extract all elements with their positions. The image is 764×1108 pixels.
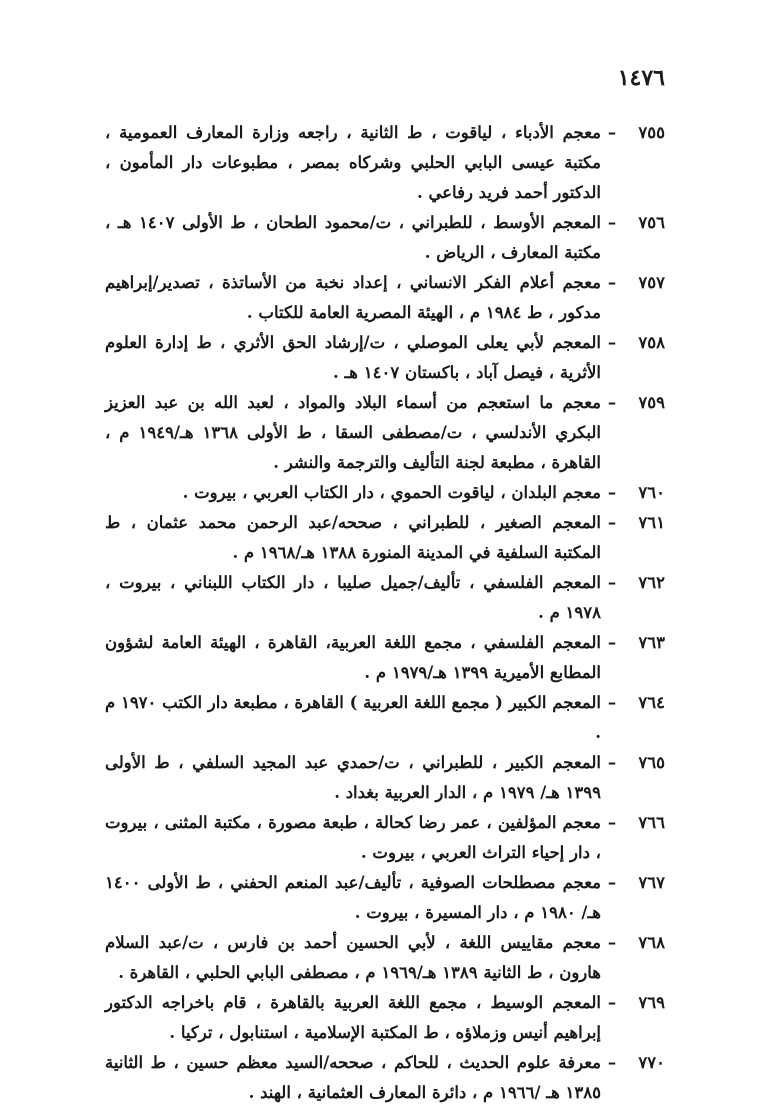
entry-text: معجم المؤلفين ، عمر رضا كحالة ، طبعة مصورة ، مكتبة المثنى ، بيروت ، دار إحياء التراث العربي ، بيروت . (105, 813, 601, 862)
entry-text: معجم البلدان ، لياقوت الحموي ، دار الكتاب العربي ، بيروت . (182, 483, 601, 502)
entry-dash: – (607, 273, 617, 292)
entry-text: معجم الأدباء ، لياقوت ، ط الثانية ، راجعه وزارة المعارف العمومية ، مكتبة عيسى البابي الحلبي وشركاه بمصر ، مطبوعات دار المأمون ، الدكتور أحمد فريد رفاعي . (105, 123, 601, 202)
entry-number: ٧٦١ (638, 513, 665, 532)
entry-number: ٧٦٣ (638, 633, 665, 652)
bibliography-entry (105, 988, 665, 1048)
entry-number: ٧٦٢ (638, 573, 665, 592)
entry-dash: – (607, 333, 617, 352)
entry-dash: – (607, 693, 617, 712)
entry-number: ٧٥٨ (638, 333, 665, 352)
bibliography-entry (105, 388, 665, 478)
entry-dash: – (607, 873, 617, 892)
bibliography-entry (105, 868, 665, 928)
entry-dash: – (607, 633, 617, 652)
bibliography-entry (105, 268, 665, 328)
entry-number: ٧٦٤ (638, 693, 665, 712)
entry-text: معجم أعلام الفكر الانساني ، إعداد نخبة من الأساتذة ، تصدير/إبراهيم مدكور ، ط ١٩٨٤ م ، الهيئة المصرية العامة للكتاب . (105, 273, 601, 322)
entry-number: ٧٥٧ (638, 273, 665, 292)
entry-dash: – (607, 813, 617, 832)
bibliography-entry (105, 328, 665, 388)
bibliography-entry (105, 118, 665, 208)
entry-dash: – (607, 573, 617, 592)
document-page (105, 58, 665, 1108)
bibliography-entry (105, 508, 665, 568)
entry-dash: – (607, 123, 617, 142)
entry-text: المعجم الفلسفي ، تأليف/جميل صليبا ، دار الكتاب اللبناني ، بيروت ، ١٩٧٨ م . (105, 573, 601, 622)
entry-dash: – (607, 1053, 617, 1072)
entry-text: المعجم الوسيط ، مجمع اللغة العربية بالقاهرة ، قام باخراجه الدكتور إبراهيم أنيس وزملاؤه ، ط المكتبة الإسلامية ، استنابول ، تركيا . (105, 993, 601, 1042)
entry-text: المعجم لأبي يعلى الموصلي ، ت/إرشاد الحق الأثري ، ط إدارة العلوم الأثرية ، فيصل آباد ، باكستان ١٤٠٧ هـ . (105, 333, 601, 382)
entry-text: المعجم الصغير ، للطبراني ، صححه/عبد الرحمن محمد عثمان ، ط المكتبة السلفية في المدينة المنورة ١٣٨٨ هـ/١٩٦٨ م . (105, 513, 601, 562)
page-number: ١٤٧٦ (617, 65, 665, 91)
bibliography-entry (105, 748, 665, 808)
entry-number: ٧٦٨ (638, 933, 665, 952)
entry-dash: – (607, 753, 617, 772)
entry-dash: – (607, 513, 617, 532)
bibliography-entry (105, 688, 665, 748)
entry-number: ٧٧٠ (638, 1053, 665, 1072)
bibliography-entry (105, 568, 665, 628)
entry-text: المعجم الفلسفي ، مجمع اللغة العربية، القاهرة ، الهيئة العامة لشؤون المطابع الأميرية ١٣٩٩ هـ/١٩٧٩ م . (105, 633, 601, 682)
entry-dash: – (607, 483, 617, 502)
entry-number: ٧٦٥ (638, 753, 665, 772)
entry-dash: – (607, 213, 617, 232)
bibliography-entry (105, 928, 665, 988)
bibliography-entry (105, 478, 665, 508)
bibliography-list (105, 118, 665, 1108)
bibliography-entry (105, 628, 665, 688)
bibliography-entry (105, 1048, 665, 1108)
entry-text: معجم ما استعجم من أسماء البلاد والمواد ، لعبد الله بن عبد العزيز البكري الأندلسي ، ت/مصطفى السقا ، ط الأولى ١٣٦٨ هـ/١٩٤٩ م ، القاهرة ، مطبعة لجنة التأليف والترجمة والنشر . (105, 393, 601, 472)
entry-text: المعجم الكبير ، للطبراني ، ت/حمدي عبد المجيد السلفي ، ط الأولى ١٣٩٩ هـ/ ١٩٧٩ م ، الدار العربية بغداد . (105, 753, 601, 802)
entry-text: معرفة علوم الحديث ، للحاكم ، صححه/السيد معظم حسين ، ط الثانية ١٣٨٥ هـ /١٩٦٦ م ، دائرة المعارف العثمانية ، الهند . (105, 1053, 601, 1102)
entry-dash: – (607, 993, 617, 1012)
entry-dash: – (607, 393, 617, 412)
entry-text: معجم مقاييس اللغة ، لأبي الحسين أحمد بن فارس ، ت/عبد السلام هارون ، ط الثانية ١٣٨٩ هـ/١٩٦٩ م ، مصطفى البابي الحلبي ، القاهرة . (105, 933, 601, 982)
entry-number: ٧٦٧ (638, 873, 665, 892)
entry-number: ٧٦٠ (638, 483, 665, 502)
bibliography-entry (105, 808, 665, 868)
entry-text: المعجم الكبير ( مجمع اللغة العربية ) القاهرة ، مطبعة دار الكتب ١٩٧٠ م . (104, 693, 601, 742)
entry-text: معجم مصطلحات الصوفية ، تأليف/عبد المنعم الحفني ، ط الأولى ١٤٠٠ هـ/ ١٩٨٠ م ، دار المسيرة ، بيروت . (105, 873, 601, 922)
entry-dash: – (607, 933, 617, 952)
entry-number: ٧٦٦ (638, 813, 665, 832)
entry-number: ٧٦٩ (638, 993, 665, 1012)
entry-number: ٧٥٦ (638, 213, 665, 232)
entry-text: المعجم الأوسط ، للطبراني ، ت/محمود الطحان ، ط الأولى ١٤٠٧ هـ ، مكتبة المعارف ، الرياض . (105, 213, 601, 262)
entry-number: ٧٥٩ (638, 393, 665, 412)
bibliography-entry (105, 208, 665, 268)
entry-number: ٧٥٥ (638, 123, 665, 142)
